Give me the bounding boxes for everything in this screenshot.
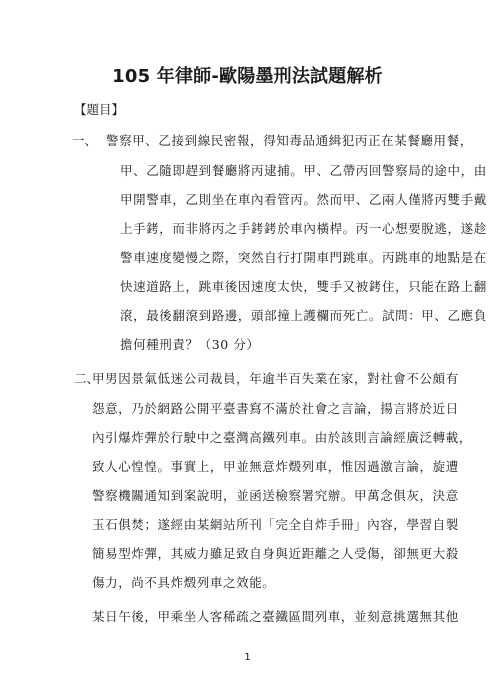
question-1-line: 警察甲、乙接到線民密報，得知毒品通緝犯丙正在某餐廳用餐， xyxy=(106,133,473,148)
question-2-line: 致人心惶惶。事實上，甲並無意炸燬列車，惟因過激言論，旋遭 xyxy=(92,459,459,474)
question-number-1: 一、 xyxy=(72,133,98,148)
section-label: 【題目】 xyxy=(74,102,125,117)
question-2-line: 傷力，尚不具炸燬列車之效能。 xyxy=(92,575,276,590)
question-2-line: 怨意，乃於網路公開平臺書寫不滿於社會之言論，揚言將於近日 xyxy=(92,401,459,416)
question-2-line: 簡易型炸彈，其威力雖足致自身與近距離之人受傷，卻無更大殺 xyxy=(92,546,459,561)
question-2-line: 內引爆炸彈於行駛中之臺灣高鐵列車。由於該則言論經廣泛轉載， xyxy=(92,430,472,445)
question-1-line: 甲、乙隨即趕到餐廳將丙逮捕。甲、乙帶丙回警察局的途中，由 xyxy=(120,163,487,178)
page-title: 105 年律師-歐陽墨刑法試題解析 xyxy=(112,66,383,87)
question-2-line: 警察機關通知到案說明，並函送檢察署究辦。甲萬念俱灰，決意 xyxy=(92,488,459,503)
question-number-2: 二、 xyxy=(74,371,100,386)
question-1-line: 上手銬，而非將丙之手銬銬於車內橫桿。丙一心想要脫逃，遂趁 xyxy=(120,221,487,236)
question-2-continuation: 某日午後，甲乘坐人客稀疏之臺鐵區間列車，並刻意挑選無其他 xyxy=(92,609,459,624)
question-1-line: 滾，最後翻滾到路邊，頭部撞上護欄而死亡。試問：甲、乙應負 xyxy=(120,308,487,323)
question-1-line: 警車速度變慢之際，突然自行打開車門跳車。丙跳車的地點是在 xyxy=(120,250,487,265)
question-2-line: 玉石俱焚；遂經由某網站所刊「完全自炸手冊」內容，學習自製 xyxy=(92,517,459,532)
question-2-line: 甲男因景氣低迷公司裁員，年逾半百失業在家，對社會不公頗有 xyxy=(92,371,459,386)
question-1-line: 擔何種刑責？（30 分） xyxy=(120,337,260,352)
question-1-line: 快速道路上，跳車後因速度太快，雙手又被銬住，只能在路上翻 xyxy=(120,279,487,294)
question-1-line: 甲開警車，乙則坐在車內看管丙。然而甲、乙兩人僅將丙雙手戴 xyxy=(120,192,487,207)
page-number: 1 xyxy=(244,652,251,663)
